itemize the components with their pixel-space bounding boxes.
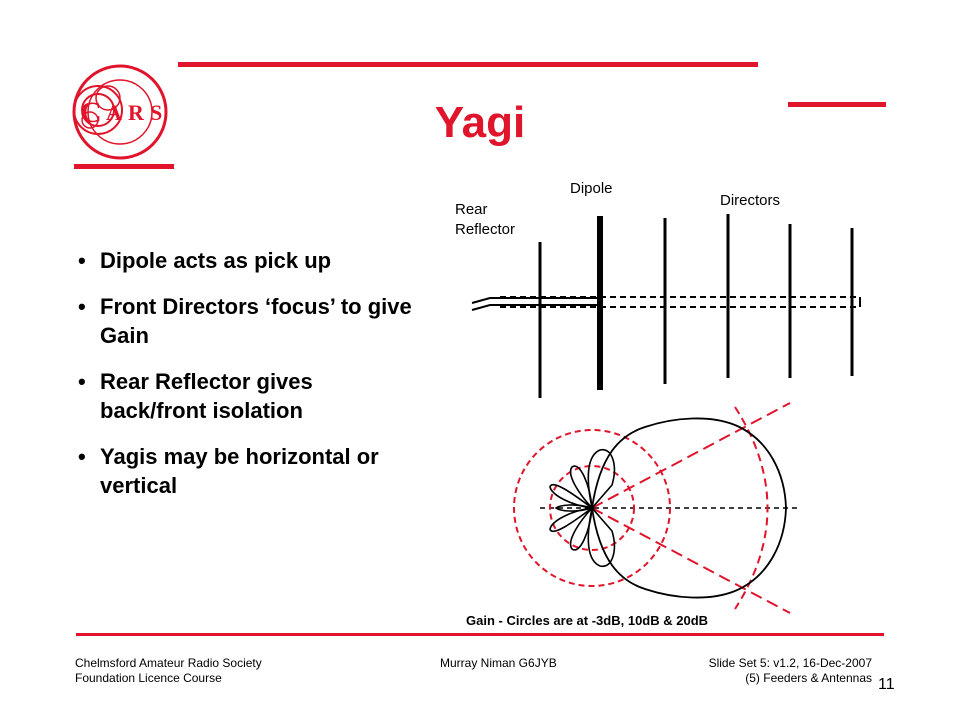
bullet-dot-icon: • xyxy=(78,294,86,319)
bullet-item xyxy=(78,292,418,350)
slide-title: Yagi xyxy=(434,98,526,147)
footer-author: Murray Niman G6JYB xyxy=(440,656,557,670)
rear-label-line2: Reflector xyxy=(455,221,516,238)
bullet-text: Dipole acts as pick up xyxy=(100,248,332,273)
footer-org-line2: Foundation Licence Course xyxy=(75,671,222,685)
bullet-dot-icon: • xyxy=(78,369,86,394)
footer-org-line1: Chelmsford Amateur Radio Society xyxy=(75,656,262,670)
logo-letter-s: S xyxy=(150,100,163,125)
bullet-item xyxy=(78,246,418,275)
right-red-bar xyxy=(788,102,886,107)
footer-slide-info xyxy=(640,656,872,686)
logo-letter-c: C xyxy=(80,96,102,129)
footer-org xyxy=(75,656,262,686)
footer-slide-line1: Slide Set 5: v1.2, 16-Dec-2007 xyxy=(708,656,872,670)
bullet-item xyxy=(78,367,418,425)
directors-label: Directors xyxy=(720,192,781,209)
cars-logo xyxy=(68,62,178,166)
page-number: 11 xyxy=(878,676,895,693)
logo-letter-a: A xyxy=(106,100,122,125)
top-red-bar xyxy=(178,62,758,67)
logo-letter-r: R xyxy=(128,100,144,125)
bullet-item xyxy=(78,442,418,500)
footer-slide-line2: (5) Feeders & Antennas xyxy=(745,671,872,685)
dipole-label: Dipole xyxy=(570,180,613,197)
radiation-pattern-diagram xyxy=(500,395,810,617)
bullet-list xyxy=(78,246,418,517)
bullet-text: Yagis may be horizontal or vertical xyxy=(100,444,379,498)
rear-label-line1: Rear xyxy=(455,201,488,218)
bullet-dot-icon: • xyxy=(78,248,86,273)
footer-divider xyxy=(76,633,884,636)
bullet-text: Front Directors ‘focus’ to give Gain xyxy=(100,294,412,348)
bullet-dot-icon: • xyxy=(78,444,86,469)
bullet-text: Rear Reflector gives back/front isolation xyxy=(100,369,313,423)
yagi-antenna-diagram xyxy=(460,200,880,400)
pattern-caption: Gain - Circles are at -3dB, 10dB & 20dB xyxy=(466,613,709,628)
